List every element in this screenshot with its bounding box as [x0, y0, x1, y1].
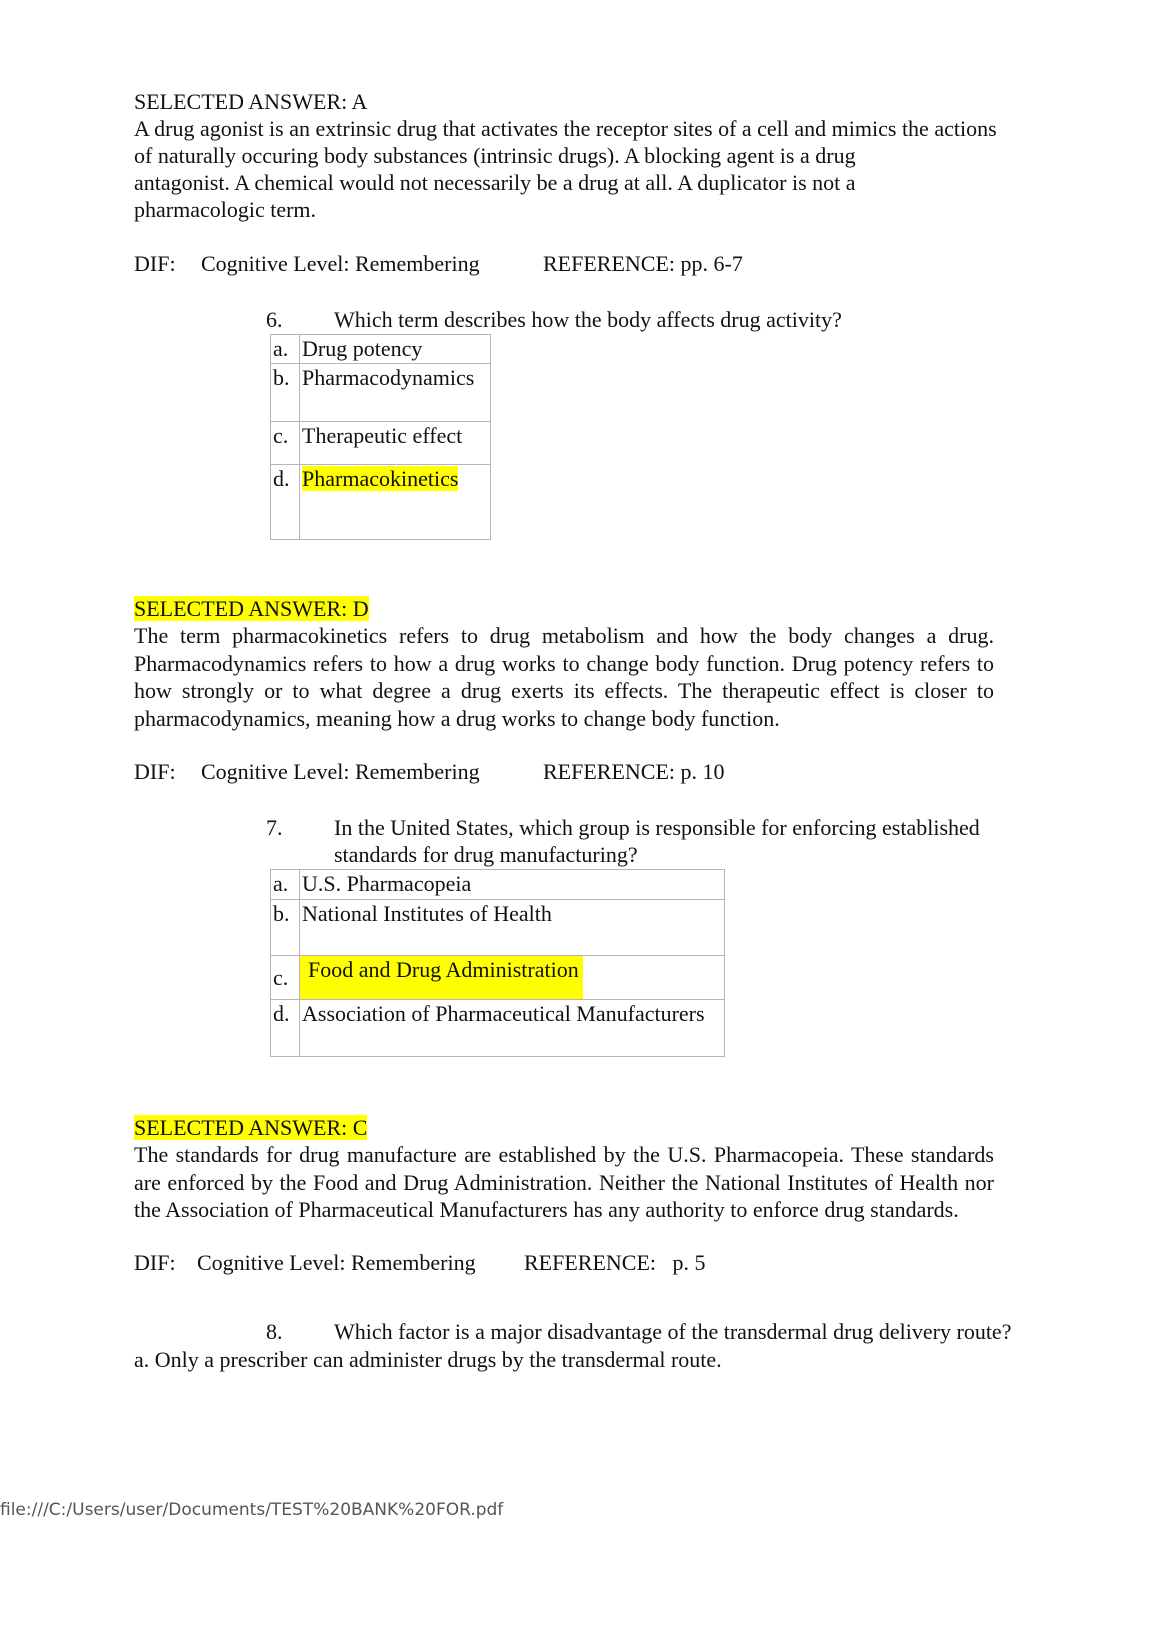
selected-answer-a: SELECTED ANSWER: A — [134, 89, 368, 114]
rationale-a-line-3: antagonist. A chemical would not necessarily be a drug at all. A duplicator is not a — [134, 170, 856, 195]
rationale-a-line-4: pharmacologic term. — [134, 197, 317, 222]
question-7-text-line-1: In the United States, which group is responsible for enforcing established — [334, 815, 980, 840]
option-row-d — [271, 465, 491, 540]
option-row-c — [271, 956, 725, 1000]
rationale-q6: The term pharmacokinetics refers to drug metabolism and how the body changes a drug. Pharmacodynamics refers to how a drug works to change body function. Drug potency refers to how strongly or to what degree a drug exerts its effects. The therapeutic effect is closer to pharmacodynamics, meaning how a drug works to change body function. — [134, 623, 994, 731]
option-row-c — [271, 422, 491, 465]
question-7-number: 7. — [266, 815, 283, 840]
dif-value-q7: Cognitive Level: Remembering — [197, 1250, 476, 1275]
question-8-option-a: a. Only a prescriber can administer drugs by the transdermal route. — [134, 1347, 722, 1372]
dif-label-q7: DIF: — [134, 1250, 176, 1275]
rationale-a-line-2: of naturally occuring body substances (intrinsic drugs). A blocking agent is a drug — [134, 143, 856, 168]
question-6-number: 6. — [266, 307, 283, 332]
dif-value-q6: Cognitive Level: Remembering — [201, 759, 480, 784]
reference-a: REFERENCE: pp. 6-7 — [543, 251, 743, 276]
highlighted-correct-option: Food and Drug Administration — [300, 956, 583, 999]
selected-answer-highlight: SELECTED ANSWER: D — [134, 596, 369, 621]
option-row-a — [271, 870, 725, 900]
option-text: Association of Pharmaceutical Manufacturers — [300, 1000, 725, 1057]
option-letter: a. — [271, 335, 300, 364]
option-text — [300, 465, 491, 540]
rationale-q7: The standards for drug manufacture are established by the U.S. Pharmacopeia. These standards are enforced by the Food and Drug Administration. Neither the National Institutes of Health nor the Association of Pharmaceutical Manufacturers has any authority to enforce drug standards. — [134, 1142, 994, 1222]
selected-answer-c — [134, 1114, 367, 1141]
dif-label-a: DIF: — [134, 251, 176, 276]
option-row-b — [271, 900, 725, 956]
option-letter: d. — [271, 465, 300, 540]
file-path-footer: file:///C:/Users/user/Documents/TEST%20BANK%20FOR.pdf — [0, 1500, 504, 1520]
option-row-d — [271, 1000, 725, 1057]
option-letter: c. — [271, 956, 300, 1000]
option-text: Drug potency — [300, 335, 491, 364]
option-row-a — [271, 335, 491, 364]
reference-q7: REFERENCE: p. 5 — [524, 1250, 706, 1275]
option-letter: b. — [271, 364, 300, 422]
question-7-options-table — [270, 869, 725, 1057]
question-7-text-line-2: standards for drug manufacturing? — [334, 842, 638, 867]
question-6-options-table — [270, 334, 491, 540]
option-letter: d. — [271, 1000, 300, 1057]
selected-answer-d — [134, 595, 369, 622]
option-text: Therapeutic effect — [300, 422, 491, 465]
option-row-b — [271, 364, 491, 422]
reference-q6: REFERENCE: p. 10 — [543, 759, 725, 784]
highlighted-correct-option: Pharmacokinetics — [302, 466, 459, 491]
question-8-text: Which factor is a major disadvantage of the transdermal drug delivery route? — [334, 1319, 1012, 1344]
option-letter: a. — [271, 870, 300, 900]
question-8-number: 8. — [266, 1319, 283, 1344]
option-text: National Institutes of Health — [300, 900, 725, 956]
option-text — [300, 956, 725, 1000]
option-letter: c. — [271, 422, 300, 465]
option-letter: b. — [271, 900, 300, 956]
question-6-text: Which term describes how the body affects drug activity? — [334, 307, 842, 332]
dif-label-q6: DIF: — [134, 759, 176, 784]
option-text: U.S. Pharmacopeia — [300, 870, 725, 900]
selected-answer-highlight: SELECTED ANSWER: C — [134, 1115, 368, 1140]
dif-value-a: Cognitive Level: Remembering — [201, 251, 480, 276]
rationale-a-line-1: A drug agonist is an extrinsic drug that activates the receptor sites of a cell and mimics the actions — [134, 116, 997, 141]
option-text: Pharmacodynamics — [300, 364, 491, 422]
